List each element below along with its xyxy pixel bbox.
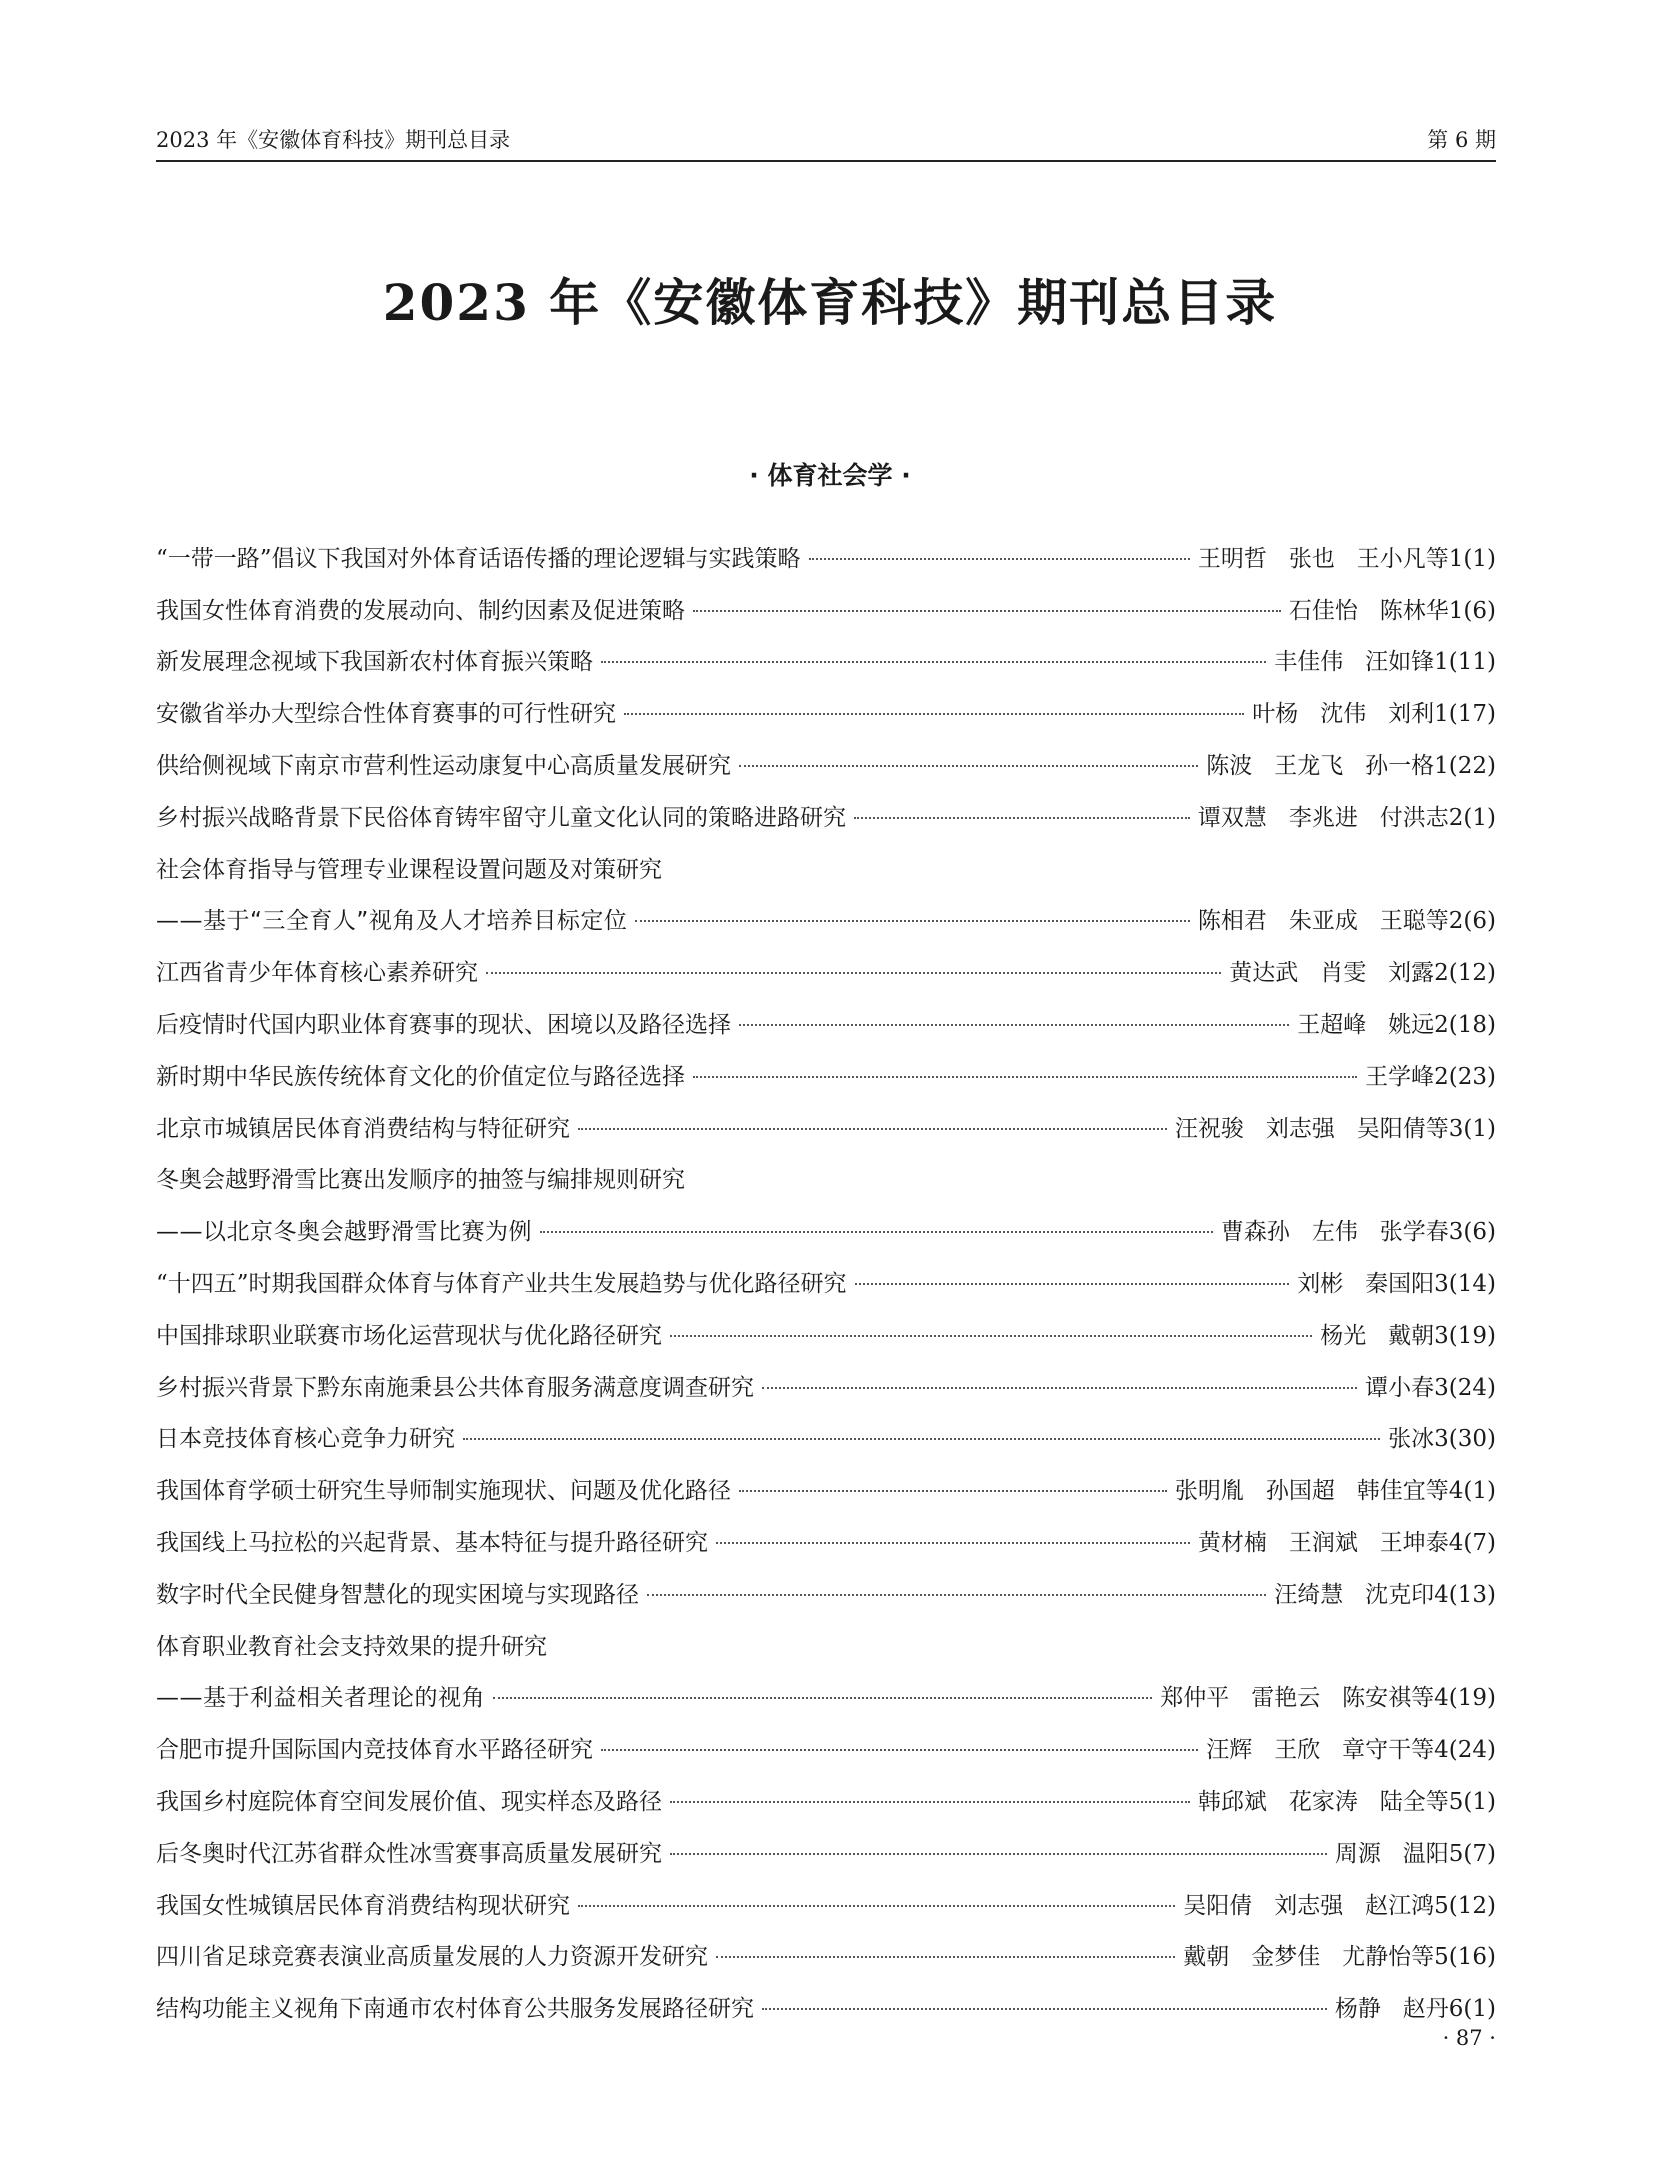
entry-authors: 杨静 赵丹: [1334, 1996, 1449, 2023]
page-number: · 87 ·: [1442, 2026, 1496, 2050]
entry-page-ref: 4(13): [1434, 1581, 1496, 1608]
dot-leader: [762, 2008, 1327, 2010]
entry-title: 新时期中华民族传统体育文化的价值定位与路径选择: [156, 1063, 685, 1090]
entry-page-ref: 2(12): [1434, 960, 1496, 987]
toc-entry: [156, 532, 1496, 584]
toc-entry: [156, 791, 1496, 843]
entry-authors: 曹森孙 左伟 张学春: [1220, 1219, 1449, 1246]
entry-title: 我国乡村庭院体育空间发展价值、现实样态及路径: [156, 1788, 662, 1815]
toc-entry: [156, 895, 1496, 947]
entry-page-ref: 5(7): [1448, 1840, 1496, 1867]
toc-entry: [156, 946, 1496, 998]
toc-entry: [156, 1205, 1496, 1257]
entry-authors: 丰佳伟 汪如锋: [1274, 649, 1435, 676]
running-header: [156, 126, 1496, 154]
entry-page-ref: 4(1): [1448, 1478, 1496, 1505]
dot-leader: [693, 610, 1281, 612]
dot-leader: [601, 661, 1266, 663]
entry-authors: 谭双慧 李兆进 付洪志: [1197, 804, 1449, 831]
entry-title: “十四五”时期我国群众体育与体育产业共生发展趋势与优化路径研究: [156, 1270, 847, 1297]
toc-entry: [156, 636, 1496, 688]
page-title: 2023 年《安徽体育科技》期刊总目录: [382, 273, 1278, 332]
entry-title: 体育职业教育社会支持效果的提升研究: [156, 1633, 547, 1660]
entry-title: 四川省足球竞赛表演业高质量发展的人力资源开发研究: [156, 1944, 708, 1971]
dot-leader: [493, 1697, 1152, 1699]
entry-title: 供给侧视域下南京市营利性运动康复中心高质量发展研究: [156, 752, 731, 779]
entry-authors: 王学峰: [1365, 1063, 1435, 1090]
dot-leader: [635, 920, 1190, 922]
entry-title: “一带一路”倡议下我国对外体育话语传播的理论逻辑与实践策略: [156, 545, 801, 572]
entry-page-ref: 3(19): [1434, 1322, 1496, 1349]
toc-entry: [156, 1672, 1496, 1724]
entry-authors: 谭小春: [1365, 1374, 1435, 1401]
entry-authors: 张冰: [1388, 1426, 1435, 1453]
entry-title: 我国线上马拉松的兴起背景、基本特征与提升路径研究: [156, 1529, 708, 1556]
running-header-issue: 第 6 期: [1427, 128, 1496, 152]
entry-authors: 汪辉 王欣 章守干等: [1206, 1737, 1435, 1764]
entry-authors: 周源 温阳: [1334, 1840, 1449, 1867]
entry-page-ref: 2(6): [1448, 908, 1496, 935]
dot-leader: [540, 1231, 1213, 1233]
dot-leader: [693, 1076, 1357, 1078]
toc-entry: [156, 1361, 1496, 1413]
section-heading: · 体育社会学 ·: [749, 461, 911, 490]
entry-authors: 杨光 戴朝: [1320, 1322, 1435, 1349]
header-rule: [156, 160, 1496, 162]
entry-title: 乡村振兴背景下黔东南施秉县公共体育服务满意度调查研究: [156, 1374, 754, 1401]
toc-entry: [156, 1464, 1496, 1516]
entry-authors: 郑仲平 雷艳云 陈安祺等: [1160, 1685, 1435, 1712]
toc-entry: [156, 687, 1496, 739]
toc-entry: [156, 1931, 1496, 1983]
entry-title: ——基于利益相关者理论的视角: [156, 1685, 485, 1712]
toc-entry: [156, 1516, 1496, 1568]
entry-page-ref: 1(1): [1448, 545, 1496, 572]
dot-leader: [855, 1283, 1290, 1285]
entry-title: 社会体育指导与管理专业课程设置问题及对策研究: [156, 856, 662, 883]
entry-page-ref: 3(24): [1434, 1374, 1496, 1401]
dot-leader: [854, 817, 1190, 819]
entry-page-ref: 5(1): [1448, 1788, 1496, 1815]
toc-entry: [156, 1050, 1496, 1102]
dot-leader: [670, 1335, 1312, 1337]
entry-page-ref: 2(18): [1434, 1011, 1496, 1038]
dot-leader: [670, 1801, 1190, 1803]
entry-page-ref: 3(1): [1448, 1115, 1496, 1142]
entry-authors: 石佳怡 陈林华: [1288, 597, 1449, 624]
toc-entry: [156, 1257, 1496, 1309]
entry-authors: 刘彬 秦国阳: [1297, 1270, 1435, 1297]
toc-entry: [156, 1620, 1496, 1672]
running-header-journal: 2023 年《安徽体育科技》期刊总目录: [156, 128, 511, 152]
dot-leader: [578, 1905, 1175, 1907]
entry-authors: 王明哲 张也 王小凡等: [1197, 545, 1449, 572]
entry-authors: 张明胤 孙国超 韩佳宜等: [1174, 1478, 1449, 1505]
entry-title: 冬奥会越野滑雪比赛出发顺序的抽签与编排规则研究: [156, 1167, 685, 1194]
entry-title: 安徽省举办大型综合性体育赛事的可行性研究: [156, 701, 616, 728]
entry-page-ref: 2(1): [1448, 804, 1496, 831]
toc-entry: [156, 998, 1496, 1050]
entry-title: 日本竞技体育核心竞争力研究: [156, 1426, 455, 1453]
entry-title: 中国排球职业联赛市场化运营现状与优化路径研究: [156, 1322, 662, 1349]
entry-page-ref: 2(23): [1434, 1063, 1496, 1090]
entry-authors: 吴阳倩 刘志强 赵江鸿: [1183, 1892, 1435, 1919]
dot-leader: [486, 972, 1221, 974]
toc-entry: [156, 1775, 1496, 1827]
toc-entry: [156, 1982, 1496, 2034]
entry-title: 新发展理念视域下我国新农村体育振兴策略: [156, 649, 593, 676]
entry-authors: 陈波 王龙飞 孙一格: [1206, 752, 1435, 779]
entry-page-ref: 3(14): [1434, 1270, 1496, 1297]
entry-authors: 陈相君 朱亚成 王聪等: [1197, 908, 1449, 935]
entry-page-ref: 1(22): [1434, 752, 1496, 779]
entry-title: 乡村振兴战略背景下民俗体育铸牢留守儿童文化认同的策略进路研究: [156, 804, 846, 831]
entry-page-ref: 3(30): [1434, 1426, 1496, 1453]
dot-leader: [809, 558, 1190, 560]
entry-title: 后冬奥时代江苏省群众性冰雪赛事高质量发展研究: [156, 1840, 662, 1867]
toc-entry: [156, 1723, 1496, 1775]
entry-authors: 叶杨 沈伟 刘利: [1252, 701, 1435, 728]
toc-entry: [156, 584, 1496, 636]
entry-page-ref: 3(6): [1448, 1219, 1496, 1246]
entry-page-ref: 1(17): [1434, 701, 1496, 728]
dot-leader: [647, 1594, 1266, 1596]
entry-title: 江西省青少年体育核心素养研究: [156, 960, 478, 987]
entry-page-ref: 6(1): [1448, 1996, 1496, 2023]
entry-page-ref: 1(6): [1448, 597, 1496, 624]
entry-page-ref: 5(16): [1434, 1944, 1496, 1971]
dot-leader: [716, 1542, 1190, 1544]
table-of-contents: [156, 532, 1496, 2034]
toc-entry: [156, 1879, 1496, 1931]
entry-authors: 王超峰 姚远: [1297, 1011, 1435, 1038]
entry-title: 数字时代全民健身智慧化的现实困境与实现路径: [156, 1581, 639, 1608]
entry-authors: 黄材楠 王润斌 王坤泰: [1197, 1529, 1449, 1556]
entry-title: ——基于“三全育人”视角及人才培养目标定位: [156, 908, 628, 935]
entry-title: 结构功能主义视角下南通市农村体育公共服务发展路径研究: [156, 1996, 754, 2023]
dot-leader: [601, 1749, 1198, 1751]
entry-authors: 黄达武 肖雯 刘露: [1229, 960, 1435, 987]
entry-authors: 汪绮慧 沈克印: [1274, 1581, 1435, 1608]
entry-title: 我国女性城镇居民体育消费结构现状研究: [156, 1892, 570, 1919]
entry-authors: 韩邱斌 花家涛 陆全等: [1197, 1788, 1449, 1815]
toc-entry: [156, 843, 1496, 895]
toc-entry: [156, 1309, 1496, 1361]
dot-leader: [463, 1438, 1380, 1440]
dot-leader: [739, 1024, 1289, 1026]
toc-entry: [156, 1568, 1496, 1620]
entry-title: ——以北京冬奥会越野滑雪比赛为例: [156, 1219, 532, 1246]
entry-title: 后疫情时代国内职业体育赛事的现状、困境以及路径选择: [156, 1011, 731, 1038]
toc-entry: [156, 739, 1496, 791]
toc-entry: [156, 1827, 1496, 1879]
dot-leader: [670, 1853, 1327, 1855]
entry-title: 我国女性体育消费的发展动向、制约因素及促进策略: [156, 597, 685, 624]
dot-leader: [739, 1490, 1167, 1492]
dot-leader: [739, 765, 1198, 767]
entry-title: 我国体育学硕士研究生导师制实施现状、问题及优化路径: [156, 1478, 731, 1505]
entry-page-ref: 4(7): [1448, 1529, 1496, 1556]
dot-leader: [578, 1128, 1167, 1130]
entry-title: 合肥市提升国际国内竞技体育水平路径研究: [156, 1737, 593, 1764]
entry-page-ref: 4(24): [1434, 1737, 1496, 1764]
toc-entry: [156, 1154, 1496, 1206]
entry-page-ref: 1(11): [1434, 649, 1496, 676]
toc-entry: [156, 1413, 1496, 1465]
entry-authors: 汪祝骏 刘志强 吴阳倩等: [1174, 1115, 1449, 1142]
entry-page-ref: 4(19): [1434, 1685, 1496, 1712]
dot-leader: [762, 1387, 1357, 1389]
entry-title: 北京市城镇居民体育消费结构与特征研究: [156, 1115, 570, 1142]
dot-leader: [624, 713, 1244, 715]
entry-page-ref: 5(12): [1434, 1892, 1496, 1919]
toc-entry: [156, 1102, 1496, 1154]
entry-authors: 戴朝 金梦佳 尤静怡等: [1183, 1944, 1435, 1971]
dot-leader: [716, 1956, 1175, 1958]
